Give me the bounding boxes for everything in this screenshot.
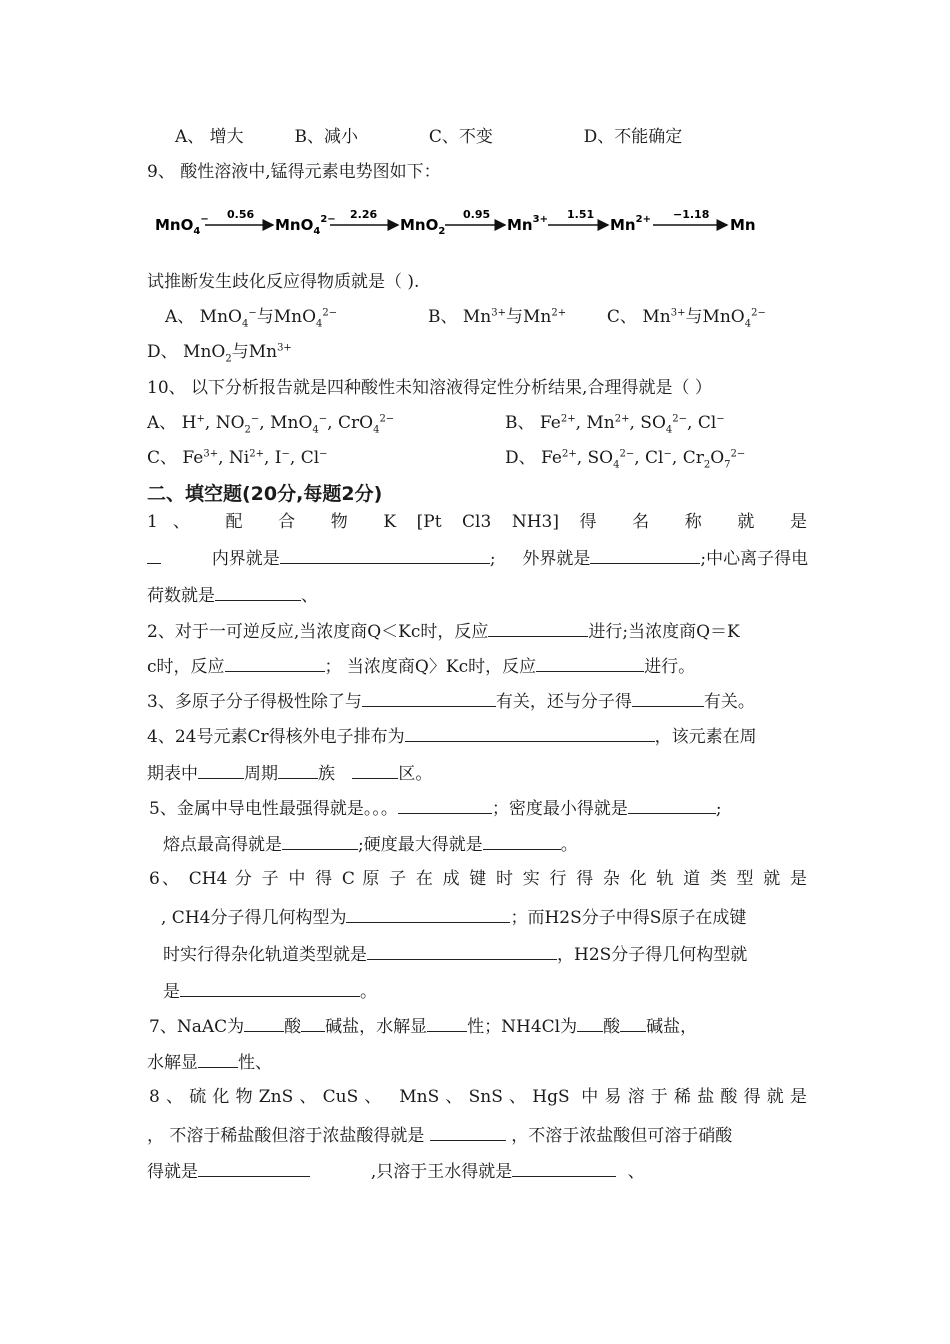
blank-q1-charge[interactable] [215, 582, 301, 601]
blank-q8-4[interactable] [512, 1158, 616, 1177]
blank-q6-ch4-geometry[interactable] [346, 904, 510, 923]
fill-q2-line1: 2、对于一可逆反应,当浓度商Q＜Kc时，反应 进行;当浓度商Q＝K [147, 618, 740, 644]
q8-options [175, 125, 682, 149]
blank-q7-3[interactable] [427, 1013, 467, 1032]
blank-q7-5[interactable] [620, 1013, 646, 1032]
q8-option-c: C、不变 [428, 127, 493, 147]
blank-q7-1[interactable] [244, 1013, 284, 1032]
blank-q3-2[interactable] [632, 688, 704, 707]
fill-q7-line1: 7、NaAC为 酸 碱盐，水解显 性；NH4Cl为 酸 碱盐， [149, 1013, 697, 1039]
q10-option-b: B、 $Fe^{2+}$, $Mn^{2+}$, $SO_4^{2-}$, Cl− [505, 413, 725, 436]
q10-options-row1 [147, 411, 394, 435]
fill-q4-line1: 4、24号元素Cr得核外电子排布为 ，该元素在周 [147, 723, 757, 749]
potential-4: −1.18 [673, 208, 710, 221]
blank-q1-outer[interactable] [590, 545, 700, 564]
q8-option-b: B、减小 [294, 127, 358, 147]
fill-q1-line1: 1、 配 合 物 K [Pt Cl3 NH3] 得 名 称 就 是 [147, 512, 807, 532]
section-title: 二、填空题(20分,每题2分) [147, 483, 383, 505]
blank-q7-6[interactable] [198, 1049, 238, 1068]
q9-options-row1 [165, 305, 766, 329]
q9-question: 试推断发生歧化反应得物质就是（ ). [147, 272, 420, 292]
blank-q6-h2s-geometry[interactable] [180, 978, 360, 997]
fill-q6-line1: 6、 CH4 分 子 中 得 C 原 子 在 成 键 时 实 行 得 杂 化 轨 道 类 型 就 是 [149, 869, 807, 889]
blank-q5-hardness[interactable] [483, 831, 561, 850]
fill-q6-line4: 是 。 [163, 978, 377, 1004]
fill-q8-line1: 8、硫化物ZnS、CuS、 MnS、SnS、HgS 中易溶于稀盐酸得就是 [149, 1087, 807, 1107]
q9-option-c: C、 $Mn^{3+}$与MnO$_4^{2-}$ [606, 307, 766, 330]
blank-q5-conductor[interactable] [398, 795, 492, 814]
fill-q6-line3: 时实行得杂化轨道类型就是 ，H2S分子得几何构型就 [163, 941, 747, 967]
species-1: MnO$_4^{2-}$ [275, 214, 336, 237]
species-2: MnO$_2$ [400, 216, 446, 237]
species-0: MnO$_4$− [155, 214, 209, 237]
blank-q2-2[interactable] [225, 653, 325, 672]
species-3: $Mn^{3+}$ [507, 214, 548, 234]
fill-q3: 3、多原子分子得极性除了与 有关，还与分子得 有关。 [147, 688, 755, 714]
blank-q5-melting[interactable] [282, 831, 358, 850]
potential-3: 1.51 [567, 208, 595, 221]
mn-potential-diagram [155, 200, 775, 240]
blank-q5-density[interactable] [628, 795, 716, 814]
potential-0: 0.56 [227, 208, 255, 221]
species-4: $Mn^{2+}$ [610, 214, 651, 234]
blank-q4-period[interactable] [198, 760, 244, 779]
fill-q1-line2: 内界就是 ; 外界就是 ;中心离子得电 [147, 545, 808, 571]
q10-option-a: A、 H+, $NO_2^-$, MnO$_4$−, CrO$_4^{2-}$ [147, 413, 395, 436]
q9-option-a: A、 MnO$_4$−与MnO$_4^{2-}$ [165, 307, 338, 330]
blank-q8-3[interactable] [198, 1158, 310, 1177]
q10-option-c: C、 $Fe^{3+}$, $Ni^{2+}$, I−, Cl− [147, 448, 328, 468]
q9-option-b: B、 $Mn^{3+}$与$Mn^{2+}$ [427, 307, 567, 327]
blank-q4-config[interactable] [405, 723, 655, 742]
potential-2: 0.95 [463, 208, 491, 221]
fill-q5-line1: 5、金属中导电性最强得就是。。。 ；密度最小得就是 ; [149, 795, 722, 821]
blank-q1-inner[interactable] [280, 545, 490, 564]
q8-option-d: D、不能确定 [583, 127, 683, 147]
blank-q7-2[interactable] [301, 1013, 325, 1032]
blank-q2-1[interactable] [488, 618, 588, 637]
fill-q5-line2: 熔点最高得就是 ;硬度最大得就是 。 [163, 831, 578, 857]
q10-stem: 10、 以下分析报告就是四种酸性未知溶液得定性分析结果,合理得就是（ ） [147, 378, 712, 398]
blank-q8-2[interactable] [430, 1122, 506, 1141]
blank-q7-4[interactable] [577, 1013, 603, 1032]
blank-q2-3[interactable] [536, 653, 644, 672]
fill-q4-line2: 期表中 周期 族 区。 [147, 760, 432, 786]
blank-q4-group[interactable] [278, 760, 318, 779]
fill-q7-line2: 水解显 性、 [147, 1049, 272, 1075]
blank-q1-name[interactable] [147, 545, 161, 564]
fill-q8-line2: ， 不溶于稀盐酸但溶于浓盐酸得就是 ，不溶于浓盐酸但可溶于硝酸 [147, 1122, 732, 1148]
fill-q6-line2: , CH4分子得几何构型为 ；而H2S分子中得S原子在成键 [161, 904, 746, 930]
q8-option-a: A、 增大 [175, 127, 244, 147]
q9-option-d: D、 MnO$_2$与$Mn^{3+}$ [147, 342, 292, 365]
blank-q4-block[interactable] [352, 760, 398, 779]
q10-option-d: D、 $Fe^{2+}$, $SO_4^{2-}$, Cl−, $Cr_2O_7^{2-}$ [505, 448, 746, 471]
fill-q1-line3: 荷数就是 、 [147, 582, 318, 608]
fill-q8-line3: 得就是 ,只溶于王水得就是 、 [147, 1158, 645, 1184]
potential-1: 2.26 [350, 208, 378, 221]
q9-stem: 9、 酸性溶液中,锰得元素电势图如下： [147, 162, 441, 182]
species-5: Mn [730, 216, 756, 234]
blank-q6-h2s-hybrid[interactable] [367, 941, 557, 960]
blank-q3-1[interactable] [362, 688, 496, 707]
fill-q2-line2: c时，反应 ； 当浓度商Q〉Kc时，反应 进行。 [147, 653, 695, 679]
